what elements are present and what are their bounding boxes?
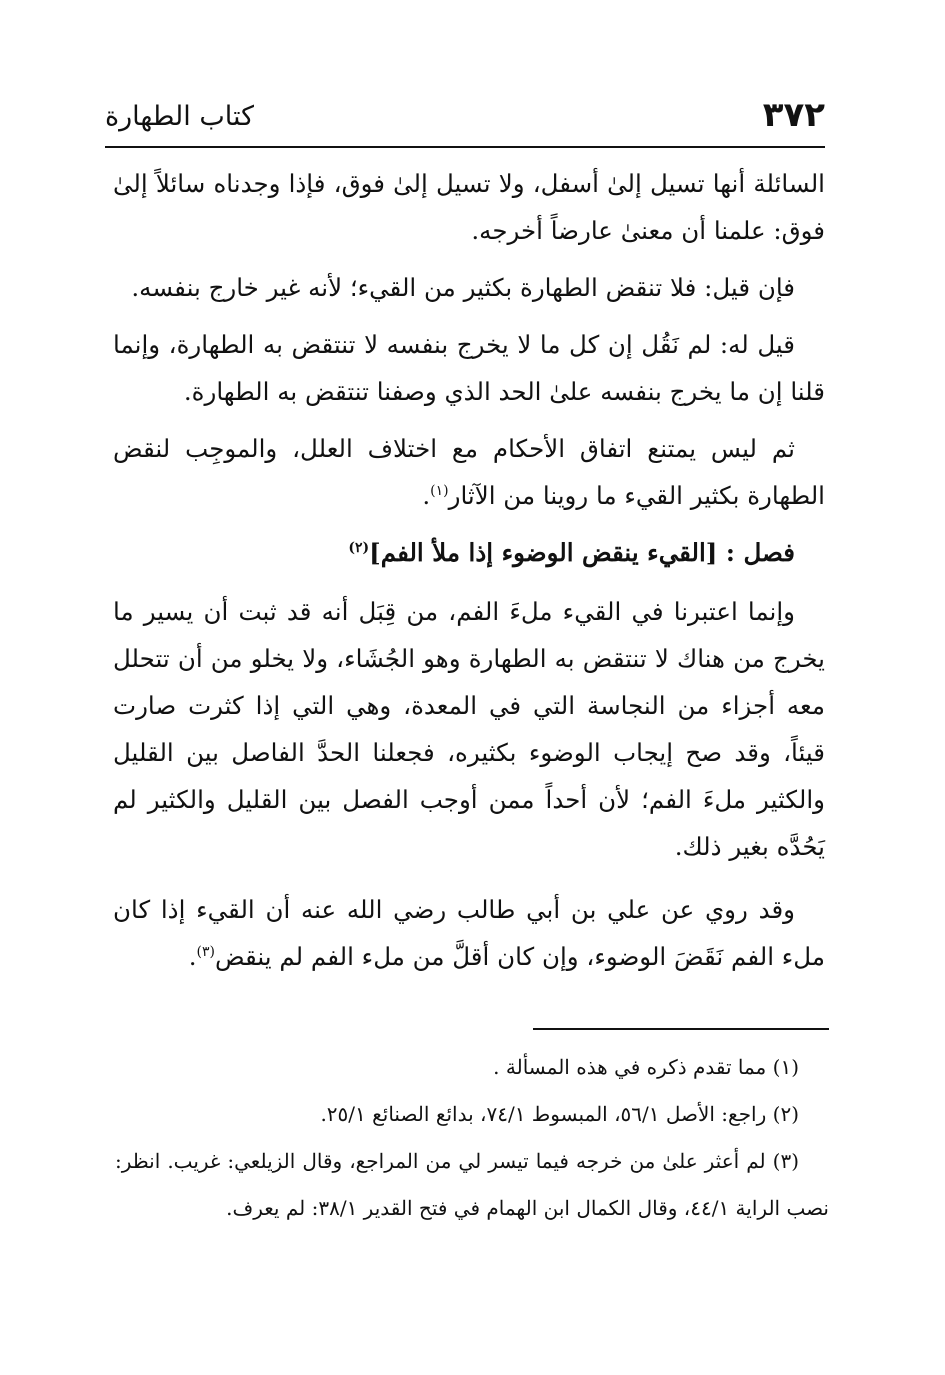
paragraph-1: السائلة أنها تسيل إلىٰ أسفل، ولا تسيل إلىٰ فوق، فإذا وجدناه سائلاً إلىٰ فوق: علمنا أن معنىٰ عارضاً أخرجه.	[113, 169, 825, 245]
footnote-ref-2: (٢)	[348, 539, 370, 556]
section-heading	[113, 529, 825, 576]
paragraph-4	[113, 425, 825, 519]
paragraph-5: وإنما اعتبرنا في القيء ملءَ الفم، من قِبَل أنه قد ثبت أن يسير ما يخرج من هناك لا تنتقض به الطهارة وهو الجُشَاء، ولا يخلو من أن تتحلل معه أجزاء من النجاسة التي في المعدة، وهي التي إذا كثرت صارت قيئاً، وقد صح إيجاب الوضوء بكثيره، فجعلنا الحدَّ الفاصل بين القليل والكثير ملءَ الفم؛ لأن أحداً ممن أوجب الفصل بين القليل والكثير لم يَحُدَّه بغير ذلك.	[113, 597, 825, 861]
footnotes	[115, 1044, 829, 1232]
page-header	[105, 88, 825, 148]
footnote-2: (٢) راجع: الأصل ٥٦/١، المبسوط ٧٤/١، بدائع الصنائع ٢٥/١.	[320, 1102, 799, 1126]
main-text	[113, 160, 825, 990]
footnote-1: (١) مما تقدم ذكره في هذه المسألة .	[493, 1055, 799, 1079]
running-title: كتاب الطهارة	[105, 101, 254, 132]
footnote-ref-3: (٣)	[196, 943, 215, 960]
section-heading-text: فصل : [القيء ينقض الوضوء إذا ملأ الفم]	[369, 538, 795, 567]
paragraph-2: فإن قيل: فلا تنقض الطهارة بكثير من القيء؛ لأنه غير خارج بنفسه.	[131, 273, 795, 302]
page-number: ٣٧٢	[762, 95, 825, 135]
paragraph-4-end: .	[422, 481, 431, 510]
footnote-3: (٣) لم أعثر علىٰ من خرجه فيما تيسر لي من المراجع، وقال الزيلعي: غريب. انظر: نصب الراية ٤٤/١، وقال الكمال ابن الهمام في فتح القدير ٣٨/١: لم يعرف.	[115, 1149, 829, 1220]
paragraph-6-text: وقد روي عن علي بن أبي طالب رضي الله عنه أن القيء إذا كان ملء الفم نَقَضَ الوضوء، وإن كان أقلَّ من ملء الفم لم ينقض	[113, 895, 825, 971]
footnote-ref-1: (١)	[430, 482, 449, 499]
paragraph-4-text: ثم ليس يمتنع اتفاق الأحكام مع اختلاف العلل، والموجِب لنقض الطهارة بكثير القيء ما روينا من الآثار	[113, 434, 825, 510]
paragraph-6-end: .	[188, 942, 197, 971]
paragraph-6	[113, 886, 825, 980]
footnote-separator	[533, 1028, 829, 1030]
paragraph-3: قيل له: لم نَقُل إن كل ما لا يخرج بنفسه لا تنتقض به الطهارة، وإنما قلنا إن ما يخرج بنفسه علىٰ الحد الذي وصفنا تنتقض به الطهارة.	[113, 330, 825, 406]
